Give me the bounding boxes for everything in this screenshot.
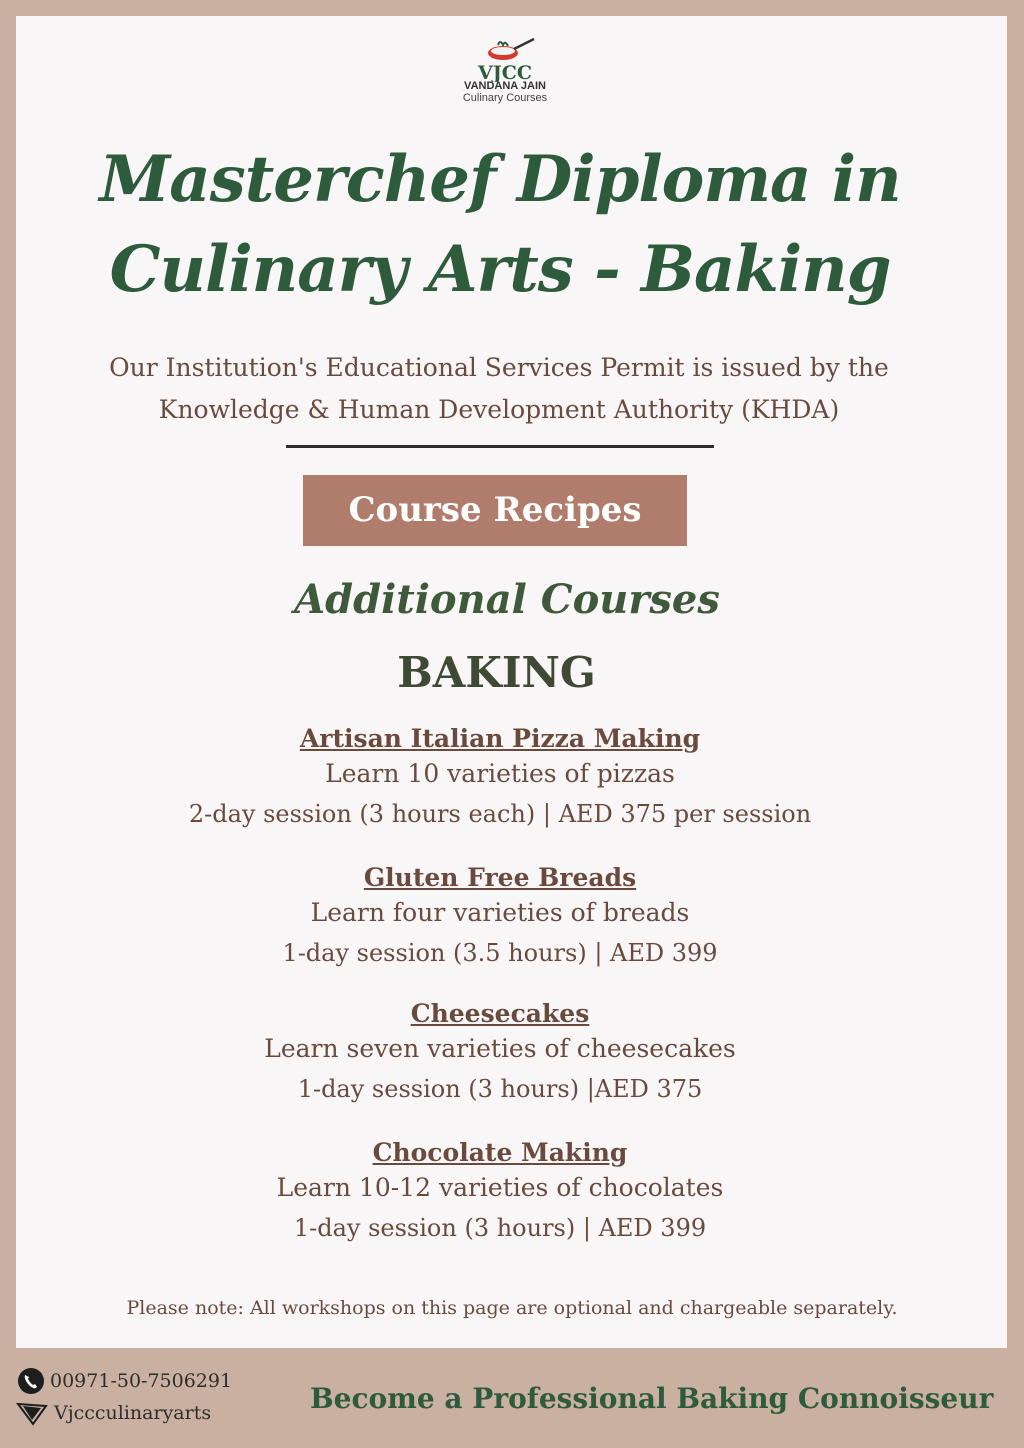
- contact-info: [16, 1365, 276, 1429]
- course-description: Learn four varieties of breads: [310, 898, 690, 927]
- section-heading: Additional Courses: [294, 576, 720, 623]
- course-description: Learn seven varieties of cheesecakes: [264, 1034, 736, 1063]
- course-session: 1-day session (3.5 hours) | AED 399: [282, 939, 718, 967]
- divider: [286, 445, 714, 448]
- optional-note: Please note: All workshops on this page are optional and chargeable separately.: [126, 1297, 898, 1319]
- course-name: Chocolate Making: [372, 1138, 628, 1167]
- course-name: Gluten Free Breads: [363, 863, 637, 892]
- phone-row[interactable]: [16, 1365, 276, 1397]
- course-item: [0, 863, 1000, 973]
- page-title: [0, 135, 1000, 315]
- course-item: [0, 999, 1000, 1109]
- social-row[interactable]: [16, 1397, 276, 1429]
- course-description: Learn 10-12 varieties of chocolates: [276, 1173, 724, 1202]
- tagline: Become a Professional Baking Connoisseur: [310, 1382, 994, 1415]
- logo-name: VANDANA JAIN: [464, 80, 546, 92]
- logo-pan-icon: [470, 36, 540, 82]
- permit-line-1: Our Institution's Educational Services Permit is issued by the: [109, 353, 889, 382]
- phone-icon: [16, 1367, 46, 1395]
- logo-subtitle: Culinary Courses: [462, 92, 548, 104]
- vjcc-logo: [440, 36, 570, 120]
- course-description: Learn 10 varieties of pizzas: [325, 759, 675, 788]
- course-session: 1-day session (3 hours) | AED 399: [293, 1214, 707, 1242]
- course-name: Artisan Italian Pizza Making: [299, 724, 701, 753]
- course-item: [0, 724, 1000, 834]
- social-handle: Vjccculinaryarts: [54, 1402, 212, 1424]
- svg-text:VJCC: VJCC: [478, 62, 532, 82]
- course-recipes-badge: Course Recipes: [303, 475, 687, 546]
- course-session: 1-day session (3 hours) |AED 375: [297, 1075, 703, 1103]
- course-session: 2-day session (3 hours each) | AED 375 per session: [188, 800, 812, 828]
- permit-statement: [0, 347, 998, 431]
- permit-line-2: Knowledge & Human Development Authority (KHDA): [158, 395, 840, 424]
- phone-number: 00971-50-7506291: [50, 1370, 233, 1392]
- course-name: Cheesecakes: [410, 999, 590, 1028]
- category-heading: BAKING: [397, 648, 596, 697]
- course-item: [0, 1138, 1000, 1248]
- social-icon: [16, 1400, 50, 1426]
- title-line-1: Masterchef Diploma in: [99, 142, 901, 217]
- title-line-2: Culinary Arts - Baking: [109, 232, 891, 307]
